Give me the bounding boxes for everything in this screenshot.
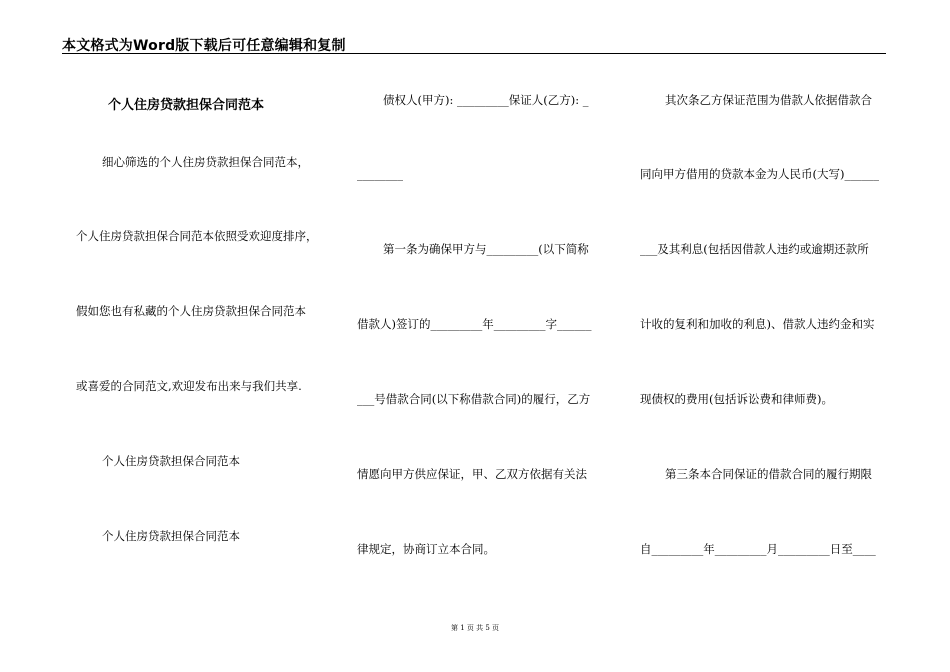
text-line: ___号借款合同(以下称借款合同)的履行，乙方	[357, 392, 591, 406]
text-line: 细心筛选的个人住房贷款担保合同范本，	[102, 155, 309, 169]
text-line: ___及其利息(包括因借款人违约或逾期还款所	[640, 242, 869, 256]
text-line: 债权人(甲方): _________保证人(乙方): _	[383, 93, 589, 107]
text-line: 第三条本合同保证的借款合同的履行期限	[665, 467, 872, 481]
text-line: 同向甲方借用的贷款本金为人民币(大写)______	[640, 167, 879, 181]
header-rule	[62, 53, 886, 54]
text-line: 借款人)签订的_________年_________字______	[357, 317, 592, 331]
document-title: 个人住房贷款担保合同范本	[108, 98, 265, 113]
text-line: 或喜爱的合同范文,欢迎发布出来与我们共享.	[76, 379, 302, 393]
text-line: 第一条为确保甲方与_________(以下简称	[383, 242, 589, 256]
text-line: 个人住房贷款担保合同范本	[102, 454, 240, 468]
text-line: ________	[357, 167, 403, 181]
text-line: 个人住房贷款担保合同范本依照受欢迎度排序，	[76, 229, 318, 243]
text-line: 其次条乙方保证范围为借款人依据借款合	[665, 93, 872, 107]
text-line: 假如您也有私藏的个人住房贷款担保合同范本	[76, 304, 306, 318]
text-line: 个人住房贷款担保合同范本	[102, 529, 240, 543]
page-footer: 第 1 页 共 5 页	[450, 624, 500, 632]
text-line: 律规定，协商订立本合同。	[357, 542, 495, 556]
text-line: 自_________年_________月_________日至____	[640, 542, 876, 556]
text-line: 情愿向甲方供应保证，甲、乙双方依据有关法	[357, 467, 587, 481]
text-line: 计收的复利和加收的利息)、借款人违约金和实	[640, 317, 875, 331]
page-header: 本文格式为Word版下载后可任意编辑和复制	[62, 38, 346, 54]
text-line: 现债权的费用(包括诉讼费和律师费)。	[640, 392, 833, 406]
